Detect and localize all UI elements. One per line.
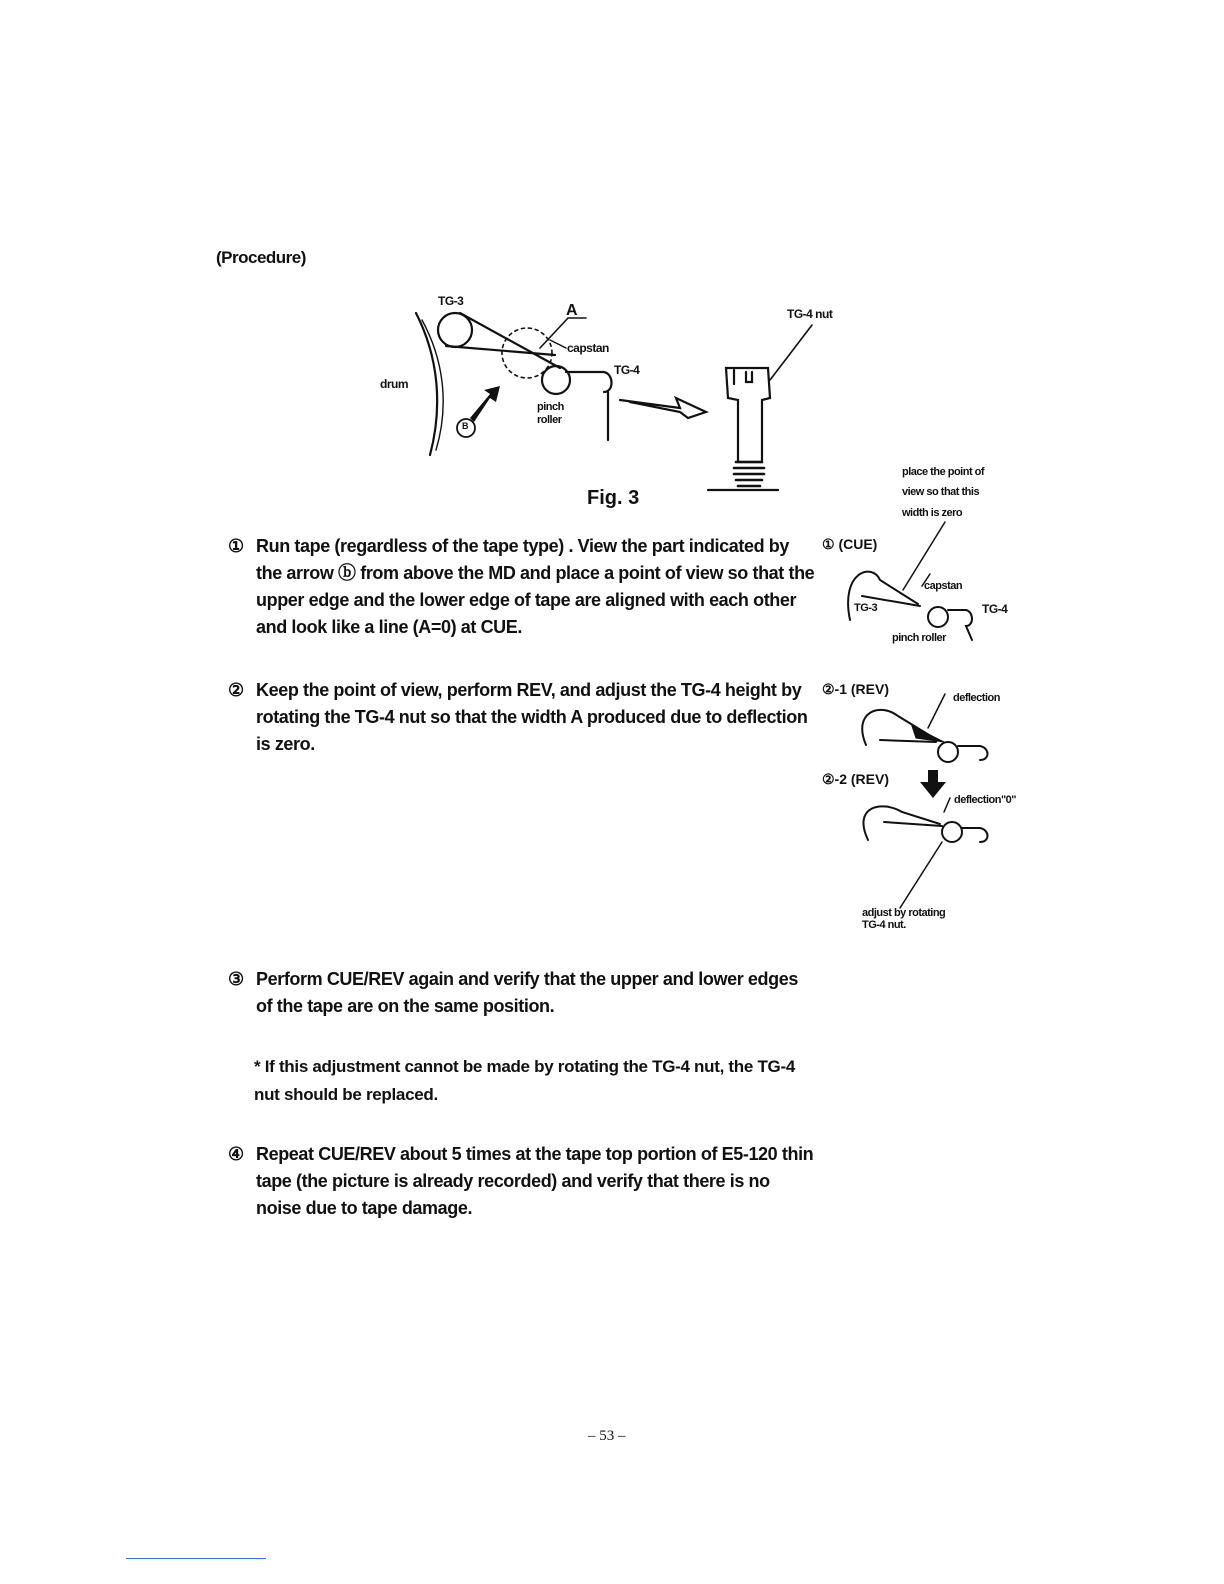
- figure-caption: Fig. 3: [587, 487, 640, 509]
- label-b-marker: B: [462, 421, 468, 431]
- label-tg4-nut: TG-4 nut: [787, 307, 833, 321]
- step-4-text: Repeat CUE/REV about 5 times at the tape top portion of E5-120 thin tape (the picture is already recorded) and verify that there is no noise due to tape damage.: [256, 1144, 814, 1218]
- label-a: A: [566, 302, 578, 319]
- step-3-number: ③: [228, 969, 244, 989]
- side-rev1-deflection: deflection: [953, 692, 1000, 704]
- label-capstan: capstan: [567, 341, 609, 355]
- step-1-number: ①: [228, 536, 244, 556]
- label-tg4: TG-4: [614, 363, 640, 377]
- side-cue-tg4: TG-4: [982, 602, 1008, 616]
- side-rev2-heading: ②-2 (REV): [822, 771, 889, 787]
- side-note-line1: place the point of: [902, 466, 985, 478]
- label-tg3: TG-3: [438, 294, 464, 308]
- step-2-number: ②: [228, 680, 244, 700]
- replacement-note: * If this adjustment cannot be made by rotating the TG-4 nut, the TG-4 nut should be replaced.: [254, 1057, 795, 1104]
- side-rev2-deflection: deflection"0": [954, 794, 1016, 806]
- step-3-text: Perform CUE/REV again and verify that the upper and lower edges of the tape are on the same position.: [256, 969, 798, 1016]
- step-2: [228, 677, 818, 758]
- side-note-line2: view so that this: [902, 486, 980, 498]
- step-1: [228, 533, 818, 641]
- side-adjust-line1: adjust by rotating: [862, 907, 946, 919]
- label-pinch: pinch: [537, 401, 564, 413]
- step-1-text: Run tape (regardless of the tape type) . View the part indicated by the arrow ⓑ from above the MD and place a point of view so that the upper edge and the lower edge of tape are aligned with each other and look like a line (A=0) at CUE.: [256, 536, 815, 637]
- side-adjust-line2: TG-4 nut.: [862, 919, 906, 931]
- footer-line: [126, 1558, 266, 1559]
- procedure-heading: (Procedure): [216, 248, 306, 267]
- side-cue-pinch-roller: pinch roller: [892, 632, 946, 644]
- step-3: [228, 966, 818, 1020]
- side-cue-tg3: TG-3: [854, 602, 878, 614]
- step-4-number: ④: [228, 1144, 244, 1164]
- side-cue-heading: ① (CUE): [822, 536, 878, 552]
- label-drum: drum: [380, 377, 408, 391]
- down-arrow-icon: [920, 770, 946, 798]
- side-rev1-heading: ②-1 (REV): [822, 681, 889, 697]
- side-cue-capstan: capstan: [924, 580, 963, 592]
- step-2-text: Keep the point of view, perform REV, and adjust the TG-4 height by rotating the TG-4 nut so that the width A produced due to deflection is zero.: [256, 680, 808, 754]
- side-note-line3: width is zero: [902, 507, 963, 519]
- label-roller: roller: [537, 414, 562, 426]
- page-number: – 53 –: [588, 1428, 626, 1444]
- step-4: [228, 1141, 818, 1222]
